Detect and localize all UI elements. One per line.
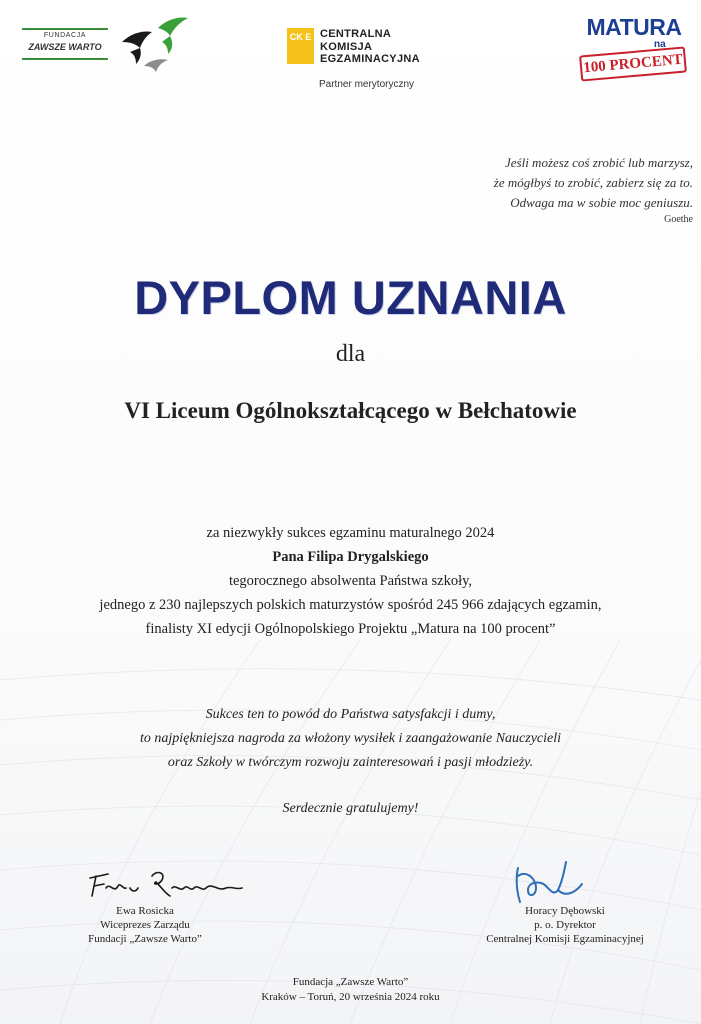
goethe-quote <box>363 153 693 213</box>
swallow-birds-icon <box>118 14 190 78</box>
body-line: za niezwykły sukces egzaminu maturalnego 2024 <box>206 525 495 541</box>
cke-name-line: KOMISJA <box>320 40 373 53</box>
fundacja-zawsze-warto-logo <box>22 22 192 82</box>
matura-100-procent-logo <box>576 14 694 88</box>
matura-na: na <box>654 39 666 50</box>
quote-line: Odwaga ma w sobie moc geniuszu. <box>510 195 693 210</box>
signer-role: Wiceprezes Zarządu <box>100 919 190 931</box>
footer <box>0 975 701 1005</box>
closing-line: to najpiękniejsza nagroda za włożony wysiłek i zaangażowanie Nauczycieli <box>140 731 561 746</box>
cke-square-mark: CK E <box>287 28 314 64</box>
signer-name: Ewa Rosicka <box>116 905 174 917</box>
footer-org: Fundacja „Zawsze Warto” <box>292 976 409 988</box>
recipient-name: Pana Filipa Drygalskiego <box>272 549 429 565</box>
body-line: finalisty XI edycji Ogólnopolskiego Projektu „Matura na 100 procent” <box>145 621 556 637</box>
diploma-title: DYPLOM UZNANIA <box>134 271 567 324</box>
closing-text <box>0 703 701 775</box>
matura-stamp: 100 PROCENT <box>579 46 687 81</box>
signer-role: p. o. Dyrektor <box>534 919 596 931</box>
body-line: jednego z 230 najlepszych polskich maturzystów spośród 245 966 zdających egzamin, <box>99 597 602 613</box>
cke-logo <box>287 28 457 92</box>
cke-name-line: EGZAMINACYJNA <box>320 53 420 65</box>
signer-name: Horacy Dębowski <box>525 905 605 917</box>
school-name: VI Liceum Ogólnokształcącego w Bełchatowie <box>124 398 577 423</box>
cke-partner-label: Partner merytoryczny <box>319 79 415 90</box>
zawsze-warto-label: ZAWSZE WARTO <box>28 42 102 52</box>
diploma-body <box>0 521 701 641</box>
signer-org: Fundacji „Zawsze Warto” <box>88 933 202 945</box>
signer-org: Centralnej Komisji Egzaminacyjnej <box>486 933 644 945</box>
footer-place-date: Kraków – Toruń, 20 września 2024 roku <box>261 991 440 1003</box>
signer-left <box>60 904 230 946</box>
signature-right-image <box>510 856 600 906</box>
quote-line: Jeśli możesz coś zrobić lub marzysz, <box>504 155 693 170</box>
quote-line: że mógłbyś to zrobić, zabierz się za to. <box>493 175 693 190</box>
logo-line-top <box>22 28 108 30</box>
fundacja-label: FUNDACJA <box>43 32 87 39</box>
body-line: tegorocznego absolwenta Państwa szkoły, <box>228 573 473 589</box>
quote-author: Goethe <box>664 214 693 225</box>
signer-right <box>465 904 665 946</box>
greeting: Serdecznie gratulujemy! <box>282 801 419 816</box>
dla-word: dla <box>335 341 366 367</box>
background-grid-pattern <box>0 640 701 1024</box>
cke-name-line: CENTRALNA <box>320 28 392 40</box>
signature-left-image <box>86 866 246 906</box>
logo-line-bottom <box>22 58 108 60</box>
cke-name <box>320 28 420 66</box>
closing-line: Sukces ten to powód do Państwa satysfakcji i dumy, <box>205 707 496 722</box>
matura-word: MATURA <box>586 14 682 40</box>
closing-line: oraz Szkoły w twórczym rozwoju zainteresowań i pasji młodzieży. <box>167 755 534 770</box>
